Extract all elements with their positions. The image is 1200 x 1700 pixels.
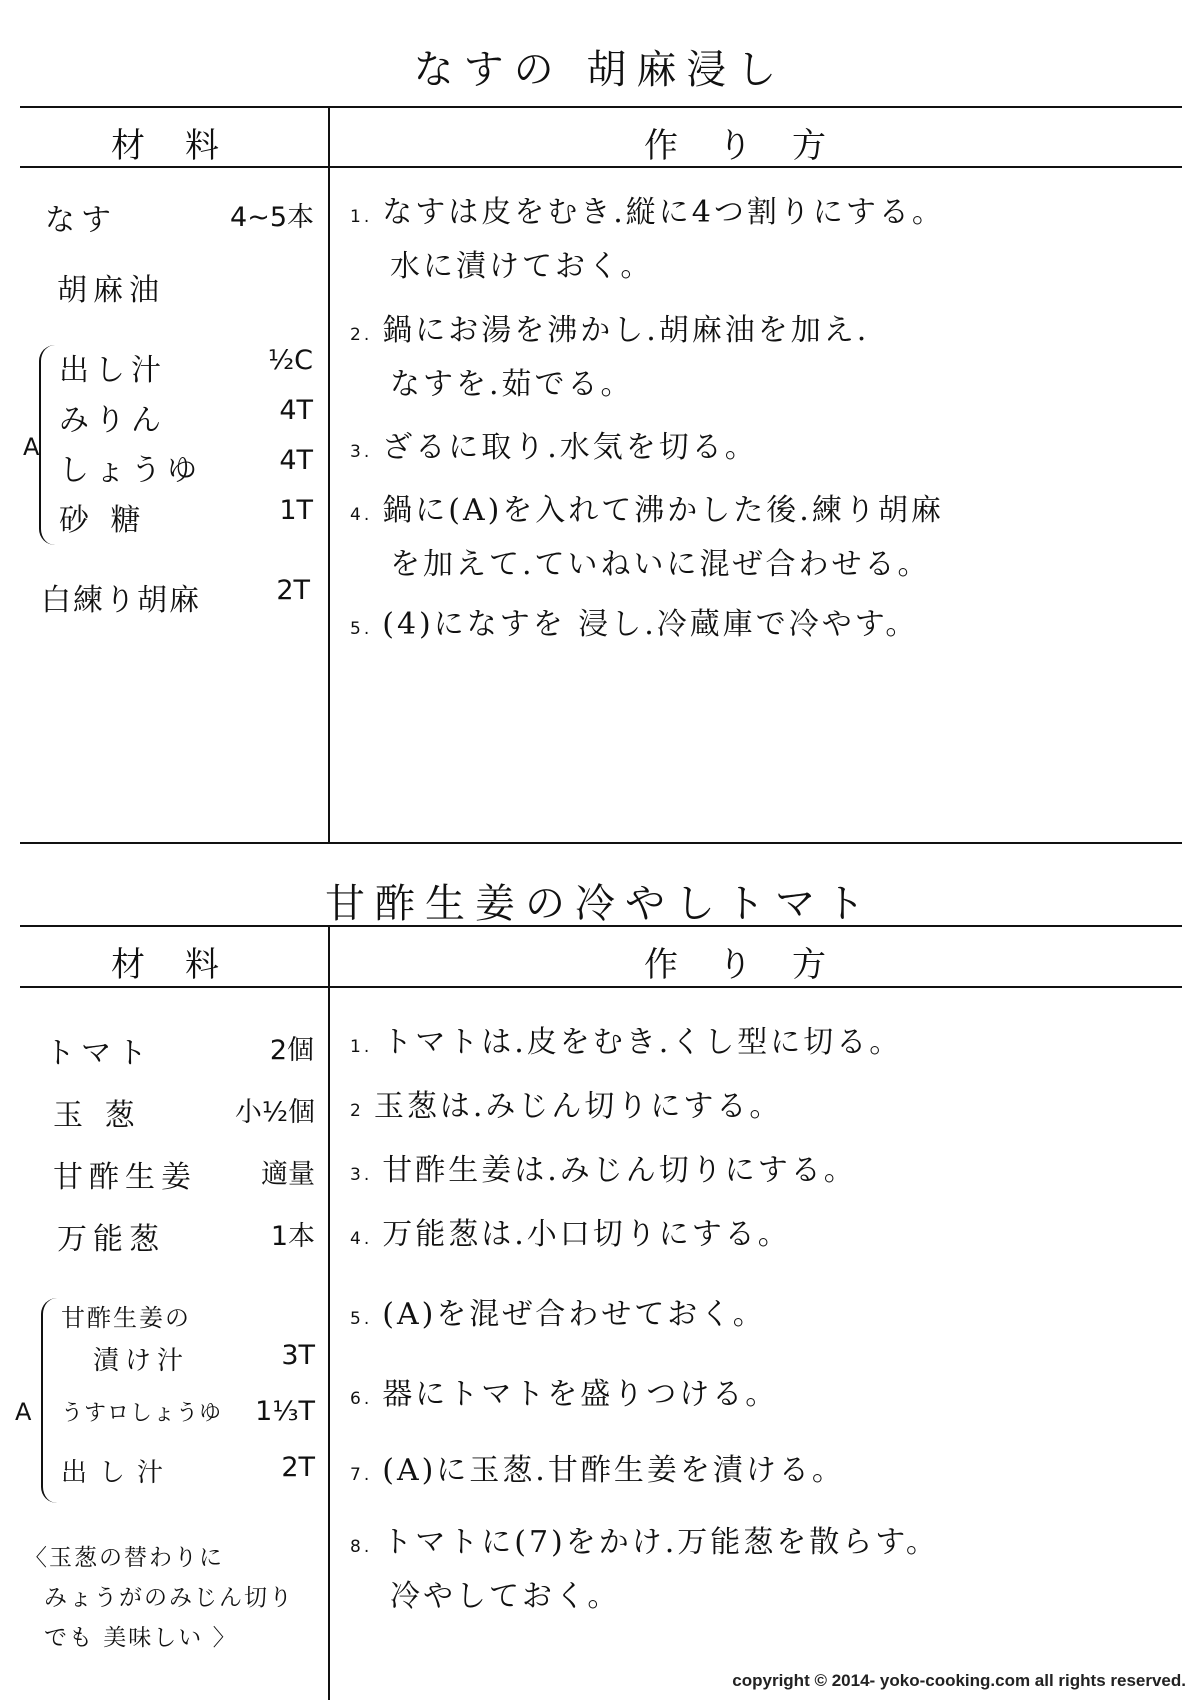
ingredient-row [61, 1298, 321, 1346]
ingredient-name: 甘酢生姜の [61, 1304, 191, 1332]
step [350, 423, 1170, 477]
ingredient-name: 甘酢生姜 [53, 1160, 197, 1195]
substitution-note [24, 1538, 324, 1658]
step-text: ざるに取り.水気を切る。 [382, 430, 758, 465]
step-number: 4. [350, 505, 373, 525]
method-header: 作り方 [644, 945, 866, 985]
divider [20, 106, 1182, 108]
step-text: トマトは.皮をむき.くし型に切る。 [382, 1025, 903, 1060]
step-number: 5. [350, 619, 373, 639]
ingredient-row [59, 495, 319, 543]
ingredient-name: 出し汁 [61, 1458, 176, 1488]
ingredient-qty: 小½個 [234, 1097, 315, 1128]
step-number: 6. [350, 1389, 373, 1409]
ingredient-row [57, 265, 332, 313]
step [350, 1446, 1170, 1500]
brace [41, 1298, 57, 1503]
divider [20, 986, 1182, 988]
step-number: 3. [350, 442, 373, 462]
ingredient-qty: 4T [279, 395, 313, 426]
recipe-tomato [0, 850, 1200, 1670]
ingredient-row [59, 445, 319, 493]
ingredient-row [53, 1152, 321, 1200]
step-text: なすは皮をむき.縦に4つ割りにする。 [382, 195, 945, 230]
step-number: 4. [350, 1229, 373, 1249]
ingredient-qty: 1T [279, 495, 313, 526]
ingredients-header: 材料 [111, 945, 259, 985]
step-number: 8. [350, 1537, 373, 1557]
ingredient-group-a [23, 345, 320, 555]
ingredient-name: しょうゆ [59, 453, 203, 488]
step-text: 玉葱は.みじん切りにする。 [373, 1089, 783, 1124]
ingredient-name: 出し汁 [59, 353, 167, 388]
note-line: 〈玉葱の替わりに [24, 1545, 224, 1571]
ingredient-row [41, 575, 316, 623]
step-number: 5. [350, 1309, 373, 1329]
step [350, 1518, 1170, 1622]
step-text: 甘酢生姜は.みじん切りにする。 [382, 1153, 857, 1188]
step-text: 器にトマトを盛りつける。 [382, 1377, 779, 1412]
step [350, 1146, 1170, 1200]
ingredient-qty: 4~5本 [230, 202, 314, 233]
note-line: みょうがのみじん切り [44, 1585, 294, 1611]
ingredient-row [57, 1214, 321, 1262]
ingredient-name: なす [45, 203, 117, 238]
group-label: A [15, 1398, 32, 1426]
column-divider [328, 106, 330, 842]
step-number: 2. [350, 325, 373, 345]
ingredient-qty: 2T [281, 1452, 315, 1483]
step-text-continued: 冷やしておく。 [390, 1579, 621, 1614]
step-number: 1. [350, 1037, 373, 1057]
step-number: 2 [350, 1101, 364, 1121]
step-text: 鍋に(A)を入れて沸かした後.練り胡麻 [382, 493, 944, 528]
step [350, 306, 1170, 410]
ingredient-group-a [15, 1298, 320, 1518]
ingredient-row [59, 395, 319, 443]
ingredient-qty: 2T [276, 575, 310, 606]
step-text: 万能葱は.小口切りにする。 [382, 1217, 791, 1252]
step-number: 3. [350, 1165, 373, 1185]
ingredient-name: 万能葱 [57, 1222, 165, 1257]
step-text: (A)に玉葱.甘酢生姜を漬ける。 [382, 1453, 845, 1488]
method-header: 作り方 [644, 126, 866, 166]
step [350, 600, 1170, 654]
note-line: でも 美味しい 〉 [44, 1625, 238, 1651]
step-text-continued: 水に漬けておく。 [390, 249, 654, 284]
ingredient-row [45, 195, 320, 243]
step [350, 1370, 1170, 1424]
ingredient-row [61, 1452, 321, 1500]
copyright-footer: copyright © 2014- yoko-cooking.com all rights reserved. [732, 1671, 1186, 1690]
step-text-continued: を加えて.ていねいに混ぜ合わせる。 [390, 547, 931, 582]
ingredient-row [61, 1340, 321, 1388]
step-text: (4)になすを 浸し.冷蔵庫で冷やす。 [382, 607, 919, 642]
step [350, 1082, 1170, 1136]
group-label: A [23, 433, 40, 461]
ingredient-row [61, 1396, 321, 1444]
ingredient-row [45, 1028, 320, 1076]
ingredient-qty: 1本 [270, 1221, 315, 1252]
step [350, 486, 1170, 590]
ingredient-row [59, 345, 319, 393]
ingredient-qty: 2個 [269, 1035, 314, 1066]
ingredient-qty: 適量 [261, 1159, 315, 1190]
ingredient-qty: 4T [279, 445, 313, 476]
brace [39, 345, 55, 545]
ingredient-name: 胡麻油 [57, 273, 165, 308]
step-text: (A)を混ぜ合わせておく。 [382, 1297, 766, 1332]
ingredient-qty: 1⅓T [255, 1396, 315, 1427]
ingredient-name: 砂 糖 [59, 503, 147, 538]
step-number: 7. [350, 1465, 373, 1485]
ingredient-row [53, 1090, 321, 1138]
ingredients-header: 材料 [111, 126, 259, 166]
divider [20, 925, 1182, 927]
step-number: 1. [350, 207, 373, 227]
step [350, 1210, 1170, 1264]
step [350, 188, 1170, 292]
step [350, 1290, 1170, 1344]
divider [20, 842, 1182, 844]
ingredient-name: 玉 葱 [53, 1098, 141, 1133]
step-text: 鍋にお湯を沸かし.胡麻油を加え. [382, 313, 870, 348]
ingredient-name: 漬け汁 [61, 1346, 190, 1376]
step [350, 1018, 1170, 1072]
ingredient-name: トマト [45, 1036, 153, 1071]
step-text: トマトに(7)をかけ.万能葱を散らす。 [382, 1525, 939, 1560]
ingredient-qty: ½C [267, 345, 313, 376]
ingredient-name: みりん [59, 403, 167, 438]
step-text-continued: なすを.茹でる。 [390, 367, 634, 402]
ingredient-name: 白練り胡麻 [41, 583, 201, 618]
column-divider [328, 925, 330, 1700]
recipe-title: なすの 胡麻浸し [413, 47, 787, 93]
recipe-title: 甘酢生姜の冷やしトマト [325, 881, 875, 927]
ingredient-name: うすロしょうゆ [61, 1401, 223, 1426]
ingredient-qty: 3T [281, 1340, 315, 1371]
